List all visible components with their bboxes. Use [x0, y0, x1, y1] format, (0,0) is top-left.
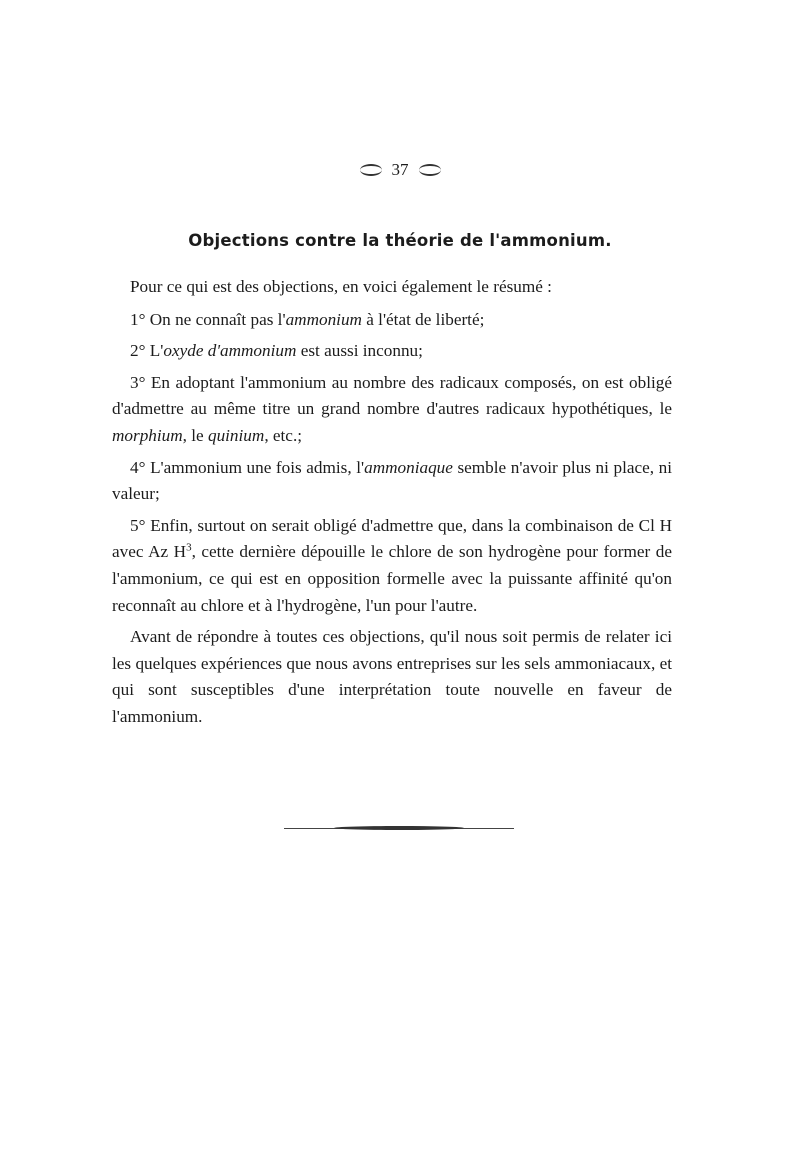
body-text [112, 274, 672, 736]
rule-ornament-icon [334, 826, 464, 830]
end-ornament-rule [284, 826, 514, 832]
left-ornament-icon [360, 164, 382, 176]
right-ornament-icon [419, 164, 441, 176]
item-number: 1° [130, 309, 146, 329]
objection-4: 4° L'ammonium une fois admis, l'ammoniaque semble n'avoir plus ni place, ni valeur; [112, 457, 672, 504]
item-number: 4° [130, 457, 146, 477]
item-number: 2° [130, 341, 146, 361]
objection-2: 2° L'oxyde d'ammonium est aussi inconnu; [130, 341, 423, 361]
item-number: 3° [130, 372, 146, 392]
item-number: 5° [130, 515, 146, 535]
page-header [0, 160, 800, 180]
objection-3: 3° En adoptant l'ammonium au nombre des radicaux composés, on est obligé d'admettre au même titre un grand nombre d'autres radicaux hypothétiques, le morphium, le quinium, etc.; [112, 372, 672, 445]
objection-1: 1° On ne connaît pas l'ammonium à l'état de liberté; [130, 309, 485, 329]
objection-5: 5° Enfin, surtout on serait obligé d'admettre que, dans la combinaison de Cl H avec Az $H^3$, cette dernière dépouille le chlore de son hydrogène pour former de l'ammonium, ce qui est en opposition formelle avec la puissante affinité qu'on reconnaît au chlore et à l'hydrogène, l'un pour l'autre. [112, 515, 673, 615]
page-number: 37 [391, 160, 409, 179]
intro-paragraph: Pour ce qui est des objections, en voici également le résumé : [130, 277, 552, 296]
section-title: Objections contre la théorie de l'ammonium. [188, 231, 612, 250]
closing-paragraph: Avant de répondre à toutes ces objections, qu'il nous soit permis de relater ici les quelques expériences que nous avons entreprises sur les sels ammoniacaux, et qui sont susceptibles d'une interprétation toute nouvelle en faveur de l'ammonium. [112, 627, 672, 726]
